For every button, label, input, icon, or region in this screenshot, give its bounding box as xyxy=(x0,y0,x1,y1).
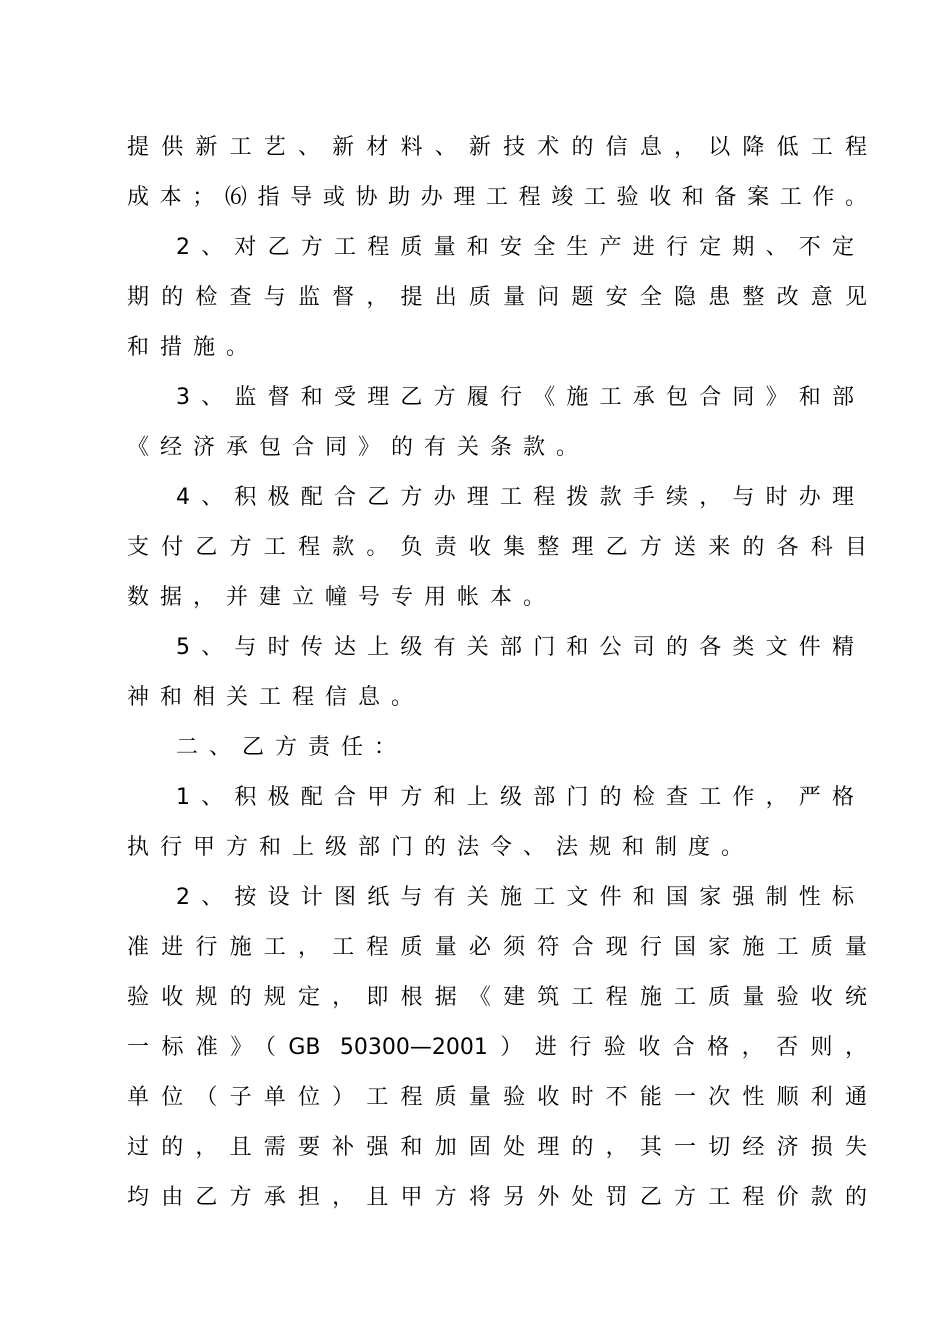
paragraph-start-line: 3、监督和受理乙方履行《施工承包合同》和部 xyxy=(176,385,854,410)
paragraph-start-line: 2、对乙方工程质量和安全生产进行定期、不定 xyxy=(176,235,854,260)
text-line: 提供新工艺、新材料、新技术的信息，以降低工程 xyxy=(127,135,867,160)
text-line: 过的，且需要补强和加固处理的，其一切经济损失 xyxy=(127,1135,867,1160)
text-line: 执行甲方和上级部门的法令、法规和制度。 xyxy=(127,835,755,860)
section-heading: 二、乙方责任： xyxy=(176,735,408,760)
text-line: 支付乙方工程款。负责收集整理乙方送来的各科目 xyxy=(127,535,867,560)
text-line: 数据，并建立幢号专用帐本。 xyxy=(127,585,557,610)
text-line: 准进行施工，工程质量必须符合现行国家施工质量 xyxy=(127,935,867,960)
paragraph-start-line: 4、积极配合乙方办理工程拨款手续，与时办理 xyxy=(176,485,854,510)
text-line: 成本；⑹指导或协助办理工程竣工验收和备案工作。 xyxy=(127,185,867,210)
text-line: 均由乙方承担，且甲方将另外处罚乙方工程价款的 xyxy=(127,1185,867,1210)
text-line: 验收规的规定，即根据《建筑工程施工质量验收统 xyxy=(127,985,867,1010)
paragraph-start-line: 1、积极配合甲方和上级部门的检查工作，严格 xyxy=(176,785,854,810)
text-line: 神和相关工程信息。 xyxy=(127,685,425,710)
text-line: 单位（子单位）工程质量验收时不能一次性顺利通 xyxy=(127,1085,867,1110)
text-line: 期的检查与监督，提出质量问题安全隐患整改意见 xyxy=(127,285,867,310)
text-line: 一标准》（GB 50300—2001）进行验收合格，否则， xyxy=(127,1035,867,1060)
paragraph-start-line: 5、与时传达上级有关部门和公司的各类文件精 xyxy=(176,635,854,660)
text-line: 《经济承包合同》的有关条款。 xyxy=(127,435,590,460)
text-line: 和措施。 xyxy=(127,335,260,360)
paragraph-start-line: 2、按设计图纸与有关施工文件和国家强制性标 xyxy=(176,885,854,910)
